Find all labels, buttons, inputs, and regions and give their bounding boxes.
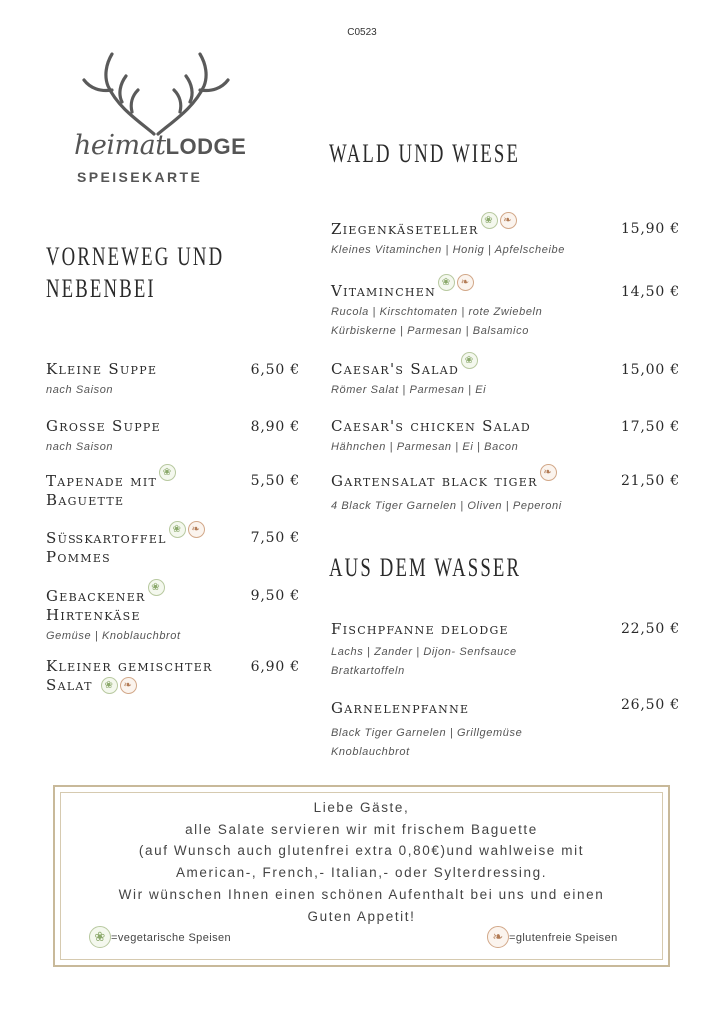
item-desc: Gemüse | Knoblauchbrot [46,630,181,642]
vegetarian-icon [169,521,186,538]
notice-line: Wir wünschen Ihnen einen schönen Aufenthalt bei uns und einen [118,886,605,902]
menu-item-gartensalat [331,472,562,516]
item-desc: Black Tiger Garnelen | Grillgemüse [331,727,523,739]
gluten-free-icon [188,521,205,538]
menu-item-caesars-salad [331,360,486,400]
item-desc-line2: Bratkartoffeln [331,665,405,677]
item-name: Gartensalat black tiger [331,472,538,490]
item-price: 9,50 € [250,588,300,604]
vegetarian-icon [438,274,455,291]
item-desc: Kleines Vitaminchen | Honig | Apfelscheibe [331,244,565,256]
item-price: 15,00 € [620,362,680,378]
notice-line: alle Salate servieren wir mit frischem Baguette [185,821,538,837]
menu-item-fischpfanne [331,620,517,681]
item-name-line2: Baguette [46,491,125,509]
legend-vegetarian: ❀=vegetarische Speisen [87,927,231,949]
item-desc: Römer Salat | Parmesan | Ei [331,384,487,396]
vegetarian-icon [89,926,111,948]
item-name: Vitaminchen [331,282,437,300]
item-desc: Lachs | Zander | Dijon- Senfsauce [331,646,517,658]
legend-gluten-free: ❧ =glutenfreie Speisen [485,927,618,949]
section-heading-wasser: AUS DEM WASSER [329,553,522,582]
item-name: Caesar's chicken Salad [331,417,531,435]
item-desc: Hähnchen | Parmesan | Ei | Bacon [331,441,519,453]
item-price: 6,90 € [250,659,300,675]
item-desc: Rucola | Kirschtomaten | rote Zwiebeln [331,306,543,318]
notice-text [55,797,668,927]
item-price: 7,50 € [250,530,300,546]
item-price: 17,50 € [620,419,680,435]
item-name: Caesar's Salad [331,360,460,378]
item-desc-line2: Kürbiskerne | Parmesan | Balsamico [331,325,529,337]
gluten-free-icon [120,677,137,694]
notice-line: (auf Wunsch auch glutenfrei extra 0,80€)und wahlweise mit [138,843,585,859]
notice-line: Liebe Gäste, [313,800,410,815]
heimatlodge-logo [70,50,247,190]
vegetarian-icon [101,677,118,694]
item-name: Ziegenkäseteller [331,220,479,238]
vegetarian-icon [461,352,478,369]
item-price: 14,50 € [620,284,680,300]
item-name: Grosse Suppe [46,417,161,435]
item-name: Fischpfanne delodge [331,620,509,638]
vegetarian-icon [159,464,176,481]
item-desc: nach Saison [46,384,114,396]
item-price: 22,50 € [620,621,680,637]
logo-subtitle: SPEISEKARTE [77,169,203,185]
gluten-free-icon [500,212,517,229]
menu-item-tapenade [46,472,176,510]
notice-line: Guten Appetit! [307,908,416,924]
item-name: Kleine Suppe [46,360,158,378]
gluten-free-icon [540,464,557,481]
vegetarian-icon [481,212,498,229]
menu-item-vitaminchen [331,282,542,341]
item-price: 15,90 € [620,221,680,237]
logo-wordmark: heimatLODGE [74,130,247,161]
item-desc: nach Saison [46,441,114,453]
item-name: Kleiner gemischter [46,657,213,675]
item-desc-line2: Knoblauchbrot [331,746,410,758]
menu-item-kleine-suppe [46,360,157,400]
menu-item-grosse-suppe [46,417,161,457]
item-price: 26,50 € [620,697,680,713]
item-name: Garnelenpfanne [331,699,470,717]
gluten-free-icon [457,274,474,291]
item-name-line2: Salat [46,676,93,694]
notice-box [53,785,670,967]
gluten-free-icon [487,926,509,948]
menu-item-gemischter-salat [46,657,213,695]
notice-line: American-, French,- Italian,- oder Sylterdressing. [175,865,548,881]
item-price: 6,50 € [250,362,300,378]
item-price: 5,50 € [250,473,300,489]
menu-item-ziegenkaese [331,220,565,260]
item-name: Süßkartoffel [46,529,167,547]
document-code: C0523 [347,27,377,38]
item-name: Gebackener [46,587,146,605]
antler-icon [70,50,240,140]
item-price: 8,90 € [250,419,300,435]
item-desc: 4 Black Tiger Garnelen | Oliven | Peperoni [331,500,562,512]
menu-item-hirtenkaese [46,587,181,646]
section-heading-wald: WALD UND WIESE [329,139,521,168]
item-name: Tapenade mit [46,472,158,490]
item-price: 21,50 € [620,473,680,489]
vegetarian-icon [148,579,165,596]
item-name-line2: Hirtenkäse [46,606,141,624]
section-heading-vorneweg: VORNEWEG UND NEBENBEI [46,242,225,303]
menu-item-caesars-chicken [331,417,531,457]
item-name-line2: Pommes [46,548,112,566]
menu-item-garnelenpfanne [331,699,522,762]
menu-item-suesskartoffel [46,529,205,567]
